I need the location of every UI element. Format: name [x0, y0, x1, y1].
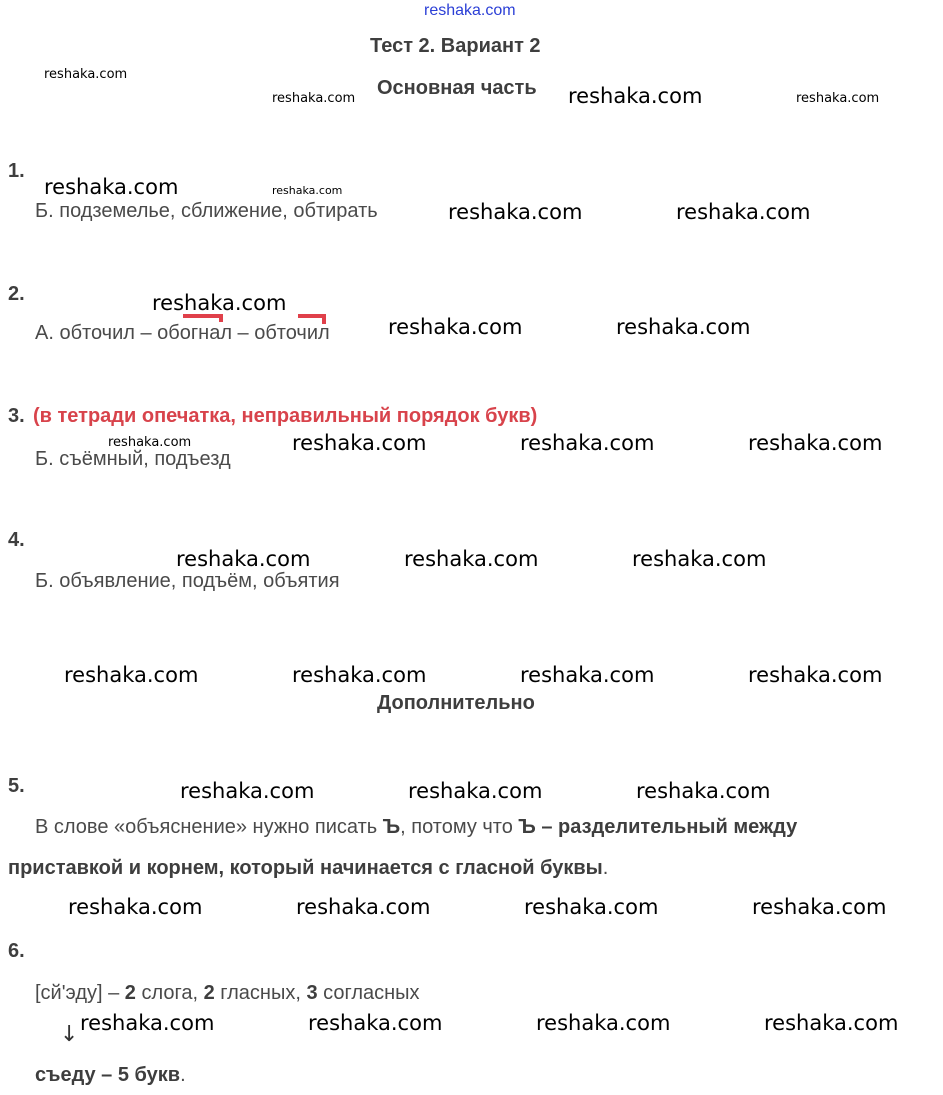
watermark: reshaka.com — [44, 175, 179, 199]
watermark: reshaka.com — [308, 1011, 443, 1035]
watermark: reshaka.com — [748, 663, 883, 687]
question-3-number: 3. — [8, 405, 25, 427]
question-5-number: 5. — [8, 775, 25, 797]
watermark: reshaka.com — [44, 67, 128, 82]
watermark: reshaka.com — [404, 547, 539, 571]
question-3-note: (в тетради опечатка, неправильный порядок букв) — [33, 405, 538, 427]
watermark: reshaka.com — [636, 779, 771, 803]
question-2-number: 2. — [8, 283, 25, 305]
section-heading-main: Основная часть — [377, 77, 537, 99]
watermark: reshaka.com — [764, 1011, 899, 1035]
watermark: reshaka.com — [448, 200, 583, 224]
question-1-number: 1. — [8, 160, 25, 182]
question-3-answer: Б. съёмный, подъезд — [35, 448, 231, 470]
question-6-transcription: [сй'эду] – 2 слога, 2 гласных, 3 согласных — [35, 982, 420, 1004]
watermark: reshaka.com — [152, 291, 287, 315]
down-arrow-icon: ↓ — [60, 1022, 79, 1047]
watermark: reshaka.com — [524, 895, 659, 919]
question-6-result: съеду – 5 букв. — [35, 1064, 186, 1086]
watermark: reshaka.com — [568, 84, 703, 108]
morpheme-mark-2 — [298, 314, 324, 318]
watermark: reshaka.com — [68, 895, 203, 919]
question-2-answer: А. обточил – обогнал – обточил — [35, 322, 330, 344]
watermark: reshaka.com — [272, 184, 343, 197]
morpheme-mark-1-hook — [219, 314, 223, 322]
watermark: reshaka.com — [176, 547, 311, 571]
watermark: reshaka.com — [616, 315, 751, 339]
question-4-answer: Б. объявление, подъём, объятия — [35, 570, 340, 592]
watermark: reshaka.com — [520, 663, 655, 687]
watermark: reshaka.com — [272, 91, 356, 106]
question-5-line-2: приставкой и корнем, который начинается с гласной буквы. — [8, 857, 609, 879]
watermark: reshaka.com — [296, 895, 431, 919]
watermark: reshaka.com — [64, 663, 199, 687]
question-4-number: 4. — [8, 529, 25, 551]
watermark: reshaka.com — [408, 779, 543, 803]
watermark: reshaka.com — [292, 431, 427, 455]
watermark: reshaka.com — [676, 200, 811, 224]
site-link[interactable]: reshaka.com — [424, 2, 516, 19]
watermark: reshaka.com — [632, 547, 767, 571]
section-heading-extra: Дополнительно — [377, 692, 535, 714]
watermark: reshaka.com — [748, 431, 883, 455]
watermark: reshaka.com — [520, 431, 655, 455]
watermark: reshaka.com — [180, 779, 315, 803]
watermark: reshaka.com — [108, 435, 192, 450]
watermark: reshaka.com — [752, 895, 887, 919]
page-title: Тест 2. Вариант 2 — [370, 35, 541, 57]
question-1-answer: Б. подземелье, сближение, обтирать — [35, 200, 378, 222]
watermark: reshaka.com — [388, 315, 523, 339]
question-6-number: 6. — [8, 940, 25, 962]
watermark: reshaka.com — [292, 663, 427, 687]
watermark: reshaka.com — [80, 1011, 215, 1035]
watermark: reshaka.com — [796, 91, 880, 106]
watermark: reshaka.com — [536, 1011, 671, 1035]
question-5-line-1: В слове «объяснение» нужно писать Ъ, потому что Ъ – разделительный между — [35, 816, 798, 838]
